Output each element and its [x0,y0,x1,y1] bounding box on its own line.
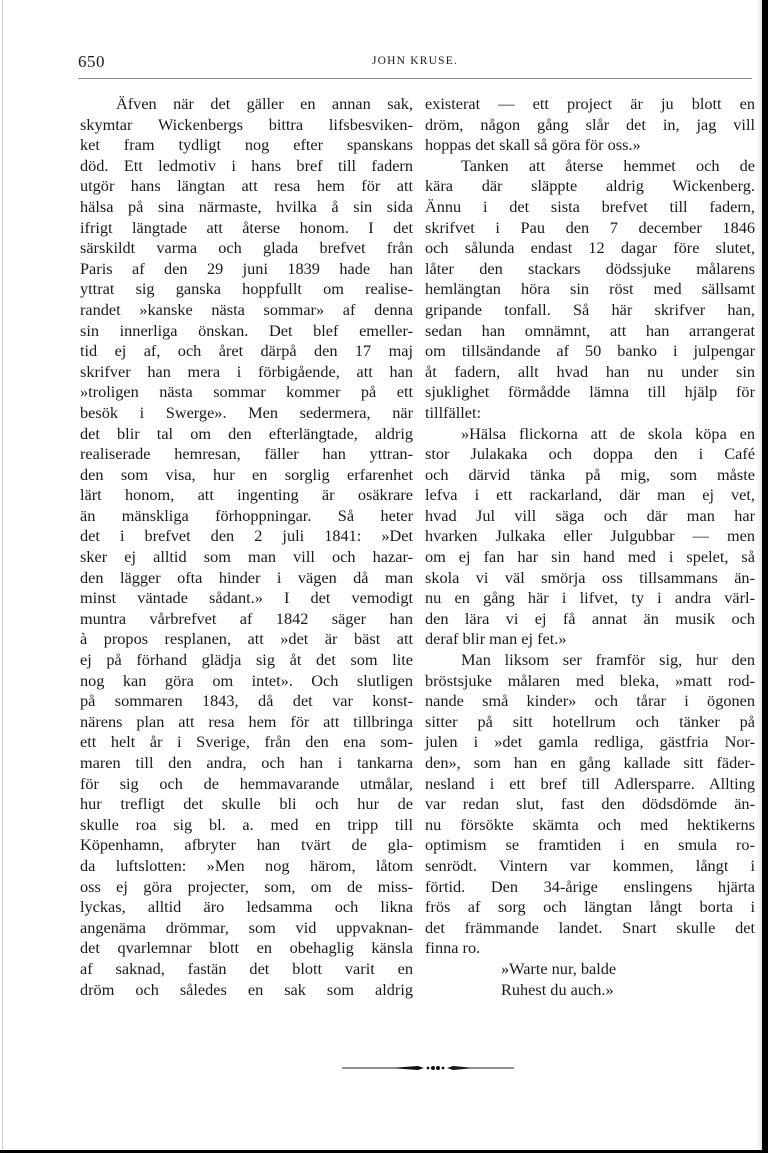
text-line: det blir tal om den efterlängtade, aldrig [80,423,413,443]
text-line: stor Julakaka och doppa den i Café [425,444,755,464]
end-ornament-icon [340,1063,516,1073]
page-number: 650 [78,52,105,71]
text-line: hemlängtan höra sin röst med sällsamt [425,279,755,299]
text-line: nande små kinder» och tårar i ögonen [425,691,755,711]
text-line: skulle roa sig bl. a. med en tripp till [80,814,413,834]
text-line: optimism se framtiden i en smula ro- [425,835,755,855]
text-line: julen i »det gamla redliga, gästfria Nor- [425,732,755,752]
text-line: förtid. Den 34-årige enslingens hjärta [425,876,755,896]
text-line: skymtar Wickenbergs bittra lifsbesviken- [80,114,413,134]
text-line: Äfven när det gäller en annan sak, [116,94,413,113]
scan-left-edge [2,0,3,1153]
text-line: frös af sorg och längtan långt borta i [425,897,755,917]
scan-right-border [762,0,768,1153]
text-line: sjuklighet förmådde lämna till hjälp för [425,382,755,402]
text-line: nu en gång här i lifvet, ty i andra värl- [425,588,755,608]
text-line: låter den stackars dödssjuke målarens [425,258,755,278]
text-line: särskildt varma och glada brefvet från [80,238,413,258]
text-line: Ännu i det sista brefvet till fadern, [425,196,755,216]
text-line: senrödt. Vintern var kommen, långt i [425,855,755,875]
text-line: angenäma drömmar, som vid uppvaknan- [80,917,413,937]
text-line: ej på förhand glädja sig åt det som lite [80,650,413,670]
text-line: det i brefvet den 2 juli 1841: »Det [80,526,413,546]
header-rule [78,78,752,79]
text-line: och sålunda endast 12 dagar före slutet, [425,238,755,258]
text-line: hälsa på sina närmaste, hvilka å sin sida [80,196,413,216]
text-line: gripande tonfall. Så här skrifver han, [425,299,755,319]
text-line: sin innerliga önskan. Det blef emeller- [80,320,413,340]
text-line: åt fadern, allt hvad han nu under sin [425,361,755,381]
text-line: nesland i ett bref till Adlersparre. Allting [425,773,755,793]
text-line: deraf blir man ej fet.» [425,629,567,649]
text-line: dröm, någon gång slår det in, jag vill [425,114,755,134]
text-line: på sommaren 1843, då det var konst- [80,691,413,711]
text-line: kära där släppte aldrig Wickenberg. [425,176,755,196]
text-line: Paris af den 29 juni 1839 hade han [80,258,413,278]
text-line: da luftslotten: »Men nog härom, låtom [80,855,413,875]
text-line: sedan han omnämnt, att han arrangerat [425,320,755,340]
text-line: nu försökte skämta och med hektikerns [425,814,755,834]
text-line: existerat — ett project är ju blott en [425,94,755,113]
text-line: hur trefligt det skulle bli och hur de [80,794,413,814]
text-line: hoppas det skall så göra för oss.» [425,135,641,155]
right-text-column [425,94,755,1000]
text-line: var redan slut, fast den dödsdömde än- [425,794,755,814]
text-line: ett helt år i Sverige, från den ena som- [80,732,413,752]
text-line: den lära vi ej få annat än musik och [425,608,755,628]
text-line: död. Ett ledmotiv i hans bref till fadern [80,155,413,175]
text-line: den som visa, hur en sorglig erfarenhet [80,464,413,484]
text-line: och därvid tänka på mig, som måste [425,464,755,484]
text-line: yttrat sig ganska hoppfullt om realise- [80,279,413,299]
text-line: besök i Swerge». Men sedermera, när [80,402,413,422]
text-line: lärt honom, att ingenting är osäkrare [80,485,413,505]
text-line: det främmande landet. Snart skulle det [425,917,755,937]
text-line: lefva i ett rackarland, där man ej vet, [425,485,755,505]
page-header [78,52,752,76]
text-line: Tanken att återse hemmet och de [461,155,755,175]
text-line: den», som han en gång kallade sitt fäder- [425,753,755,772]
text-line: realiserade hemresan, fäller han yttran- [80,444,413,464]
text-line: oss ej göra projecter, som, om de miss- [80,876,413,896]
text-line: ifrigt längtade att återse honom. I det [80,217,413,237]
text-line: tid ej af, och året därpå den 17 maj [80,341,413,361]
text-line: för sig och de hemmavarande utmålar, [80,773,413,793]
text-line: ket fram tydligt nog efter spanskans [80,135,413,155]
text-line: Köpenhamn, afbryter han tvärt de gla- [80,835,413,855]
left-text-column [80,94,413,1000]
text-line: utgör hans längtan att resa hem för att [80,176,413,196]
text-line: dröm och således en sak som aldrig [80,979,413,999]
text-line: nog kan göra om intet». Och slutligen [80,670,413,690]
text-line: »Hälsa flickorna att de skola köpa en [461,423,755,443]
running-head: JOHN KRUSE. [371,55,459,67]
text-line: skola vi väl smörja oss tillsammans än- [425,567,755,587]
text-line: Man liksom ser framför sig, hur den [461,650,755,670]
text-line: bröstsjuke målaren med bleka, »matt rod- [425,670,755,690]
text-line: den lägger ofta hinder i vägen då man [80,567,413,587]
text-line: det qvarlemnar blott en obehaglig känsla [80,938,413,958]
text-line: tillfället: [425,402,482,422]
text-line: maren till den andra, och han i tankarna [80,753,413,772]
text-line: hvarken Julkaka eller Julgubbar — men [425,526,755,546]
text-line: hvad Jul vill säga och där man har [425,505,755,525]
text-line: lyckas, alltid äro ledsamma och likna [80,897,413,917]
text-line: om ej fan har sin hand med i spelet, så [425,547,755,567]
text-line: om tillsändande af 50 banko i julpengar [425,341,755,361]
text-line: än mänskliga förhoppningar. Så heter [80,505,413,525]
verse-line: Ruhest du auch.» [501,979,614,999]
text-line: minst väntade sådant.» I det vemodigt [80,588,413,608]
text-line: af saknad, fastän det blott varit en [80,958,413,978]
text-line: finna ro. [425,938,481,958]
text-line: »troligen nästa sommar kommer på ett [80,382,413,402]
text-line: sitter på sitt hotellrum och tänker på [425,711,755,731]
verse-line: »Warte nur, balde [501,958,617,978]
text-line: muntra vårbrefvet af 1842 säger han [80,608,413,628]
text-line: skrifver han mera i förbigående, att han [80,361,413,381]
text-line: sker ej alltid som man vill och hazar- [80,547,413,567]
text-line: närens plan att resa hem för att tillbringa [80,711,413,731]
text-line: à propos resplanen, att »det är bäst att [80,629,413,649]
text-line: randet »kanske nästa sommar» af denna [80,299,413,319]
text-line: skrifvet i Pau den 7 december 1846 [425,217,755,237]
